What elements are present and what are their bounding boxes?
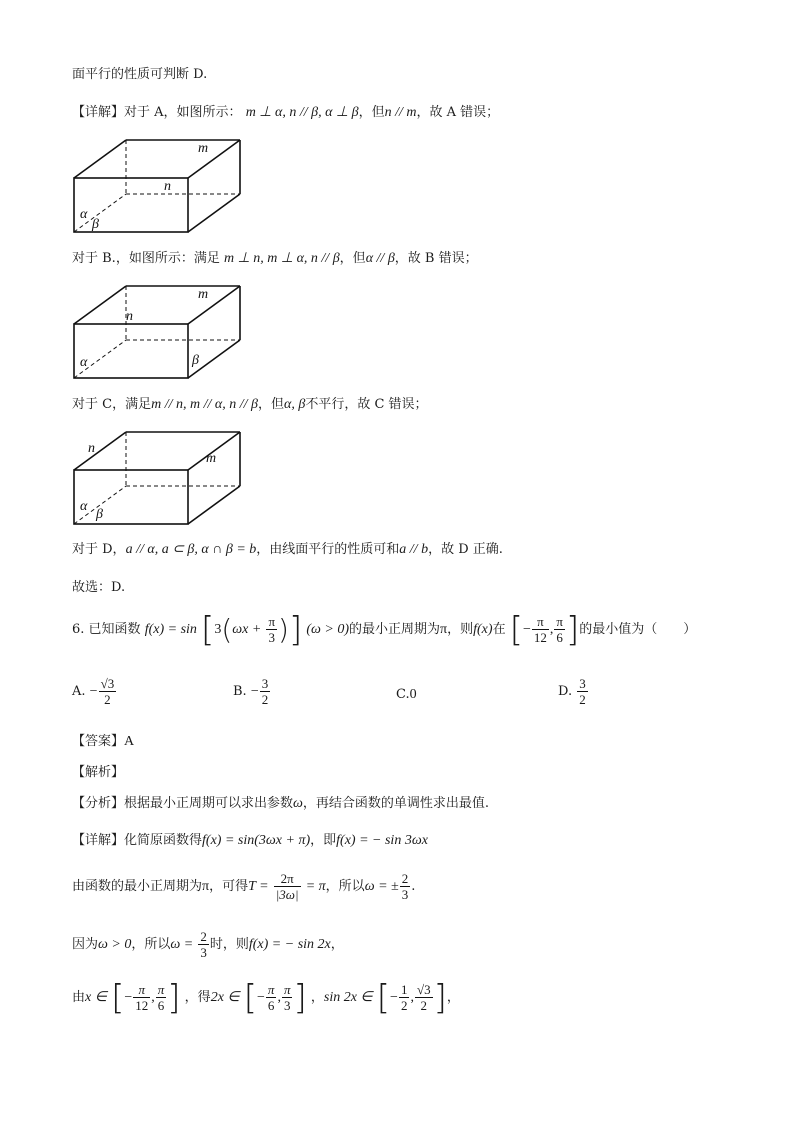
choose-line: 故选：D. xyxy=(72,580,126,595)
fig-c-label-beta: β xyxy=(96,507,103,522)
figure-c-box xyxy=(70,428,250,528)
option-d[interactable]: D. $\frac{3}{2}$ xyxy=(558,676,586,707)
option-c[interactable]: C.0 xyxy=(396,687,417,702)
option-b[interactable]: B. − $\frac{3}{2}$ xyxy=(233,676,269,707)
range-line: 由x ∈ [− $\frac{\pi}{12}$ , $\frac{\pi}{6}$ ] ，得2x ∈ [− $\frac{\pi}{6}$ , $\frac{\pi}{3}$ ] ，sin 2x ∈ [− $\frac{1}{2}$ , $\frac{√3}{2}$ ]， xyxy=(72,977,460,1018)
answer-line: 【答案】A xyxy=(72,734,135,749)
figure-a-box xyxy=(70,136,250,236)
text-line-intro: 面平行的性质可判断 D. xyxy=(72,67,208,82)
figure-b-box xyxy=(70,282,250,382)
fig-a-label-alpha: α xyxy=(80,207,88,222)
analysis-tag: 【解析】 xyxy=(72,765,125,780)
fig-a-label-beta: β xyxy=(92,217,99,232)
xiangjie-line: 【详解】化简原函数得f(x) = sin(3ωx + π)，即f(x) = − sin 3ωx xyxy=(72,833,428,848)
fig-c-label-n: n xyxy=(88,441,95,456)
fig-a-label-n: n xyxy=(164,179,171,194)
because-line: 因为ω > 0，所以ω = $\frac{2}{3}$ 时，则f(x) = − sin 2x， xyxy=(72,929,344,960)
detail-c-line: 对于 C，满足m // n, m // α, n // β，但α, β不平行，故 C 错误； xyxy=(72,397,428,412)
detail-d-line: 对于 D，a // α, a ⊂ β, α ∩ β = b，由线面平行的性质可和a // b，故 D 正确. xyxy=(72,542,503,557)
detail-b-line: 对于 B.，如图所示：满足 m ⊥ n, m ⊥ α, n // β，但α // β，故 B 错误； xyxy=(72,251,478,266)
fig-b-label-alpha: α xyxy=(80,355,88,370)
fig-c-label-m: m xyxy=(206,451,217,466)
question-6: 6. 已知函数 f(x) = sin [3(ωx + $\frac{\pi}{3}$ )] (ω > 0)的最小正周期为π，则f(x)在 [− $\frac{\pi}{12}$ , $\frac{\pi}{6}$ ]的最小值为（ ） xyxy=(72,609,697,650)
detail-a-line: 【详解】对于 A，如图所示： m ⊥ α, n // β, α ⊥ β，但n // m，故 A 错误； xyxy=(72,105,500,120)
fig-b-label-beta: β xyxy=(192,353,199,368)
fig-c-label-alpha: α xyxy=(80,499,88,514)
fig-b-label-m: m xyxy=(198,287,209,302)
fig-a-label-m: m xyxy=(198,141,209,156)
option-a[interactable]: A. − $\frac{√3}{2}$ xyxy=(72,676,115,707)
fig-b-label-n: n xyxy=(126,309,133,324)
fenxi-line: 【分析】根据最小正周期可以求出参数ω，再结合函数的单调性求出最值. xyxy=(72,796,490,811)
period-line: 由函数的最小正周期为π，可得T = $\frac{2\pi}{|3\omega|}$ = π，所以ω = ± $\frac{2}{3}$ . xyxy=(72,871,416,902)
